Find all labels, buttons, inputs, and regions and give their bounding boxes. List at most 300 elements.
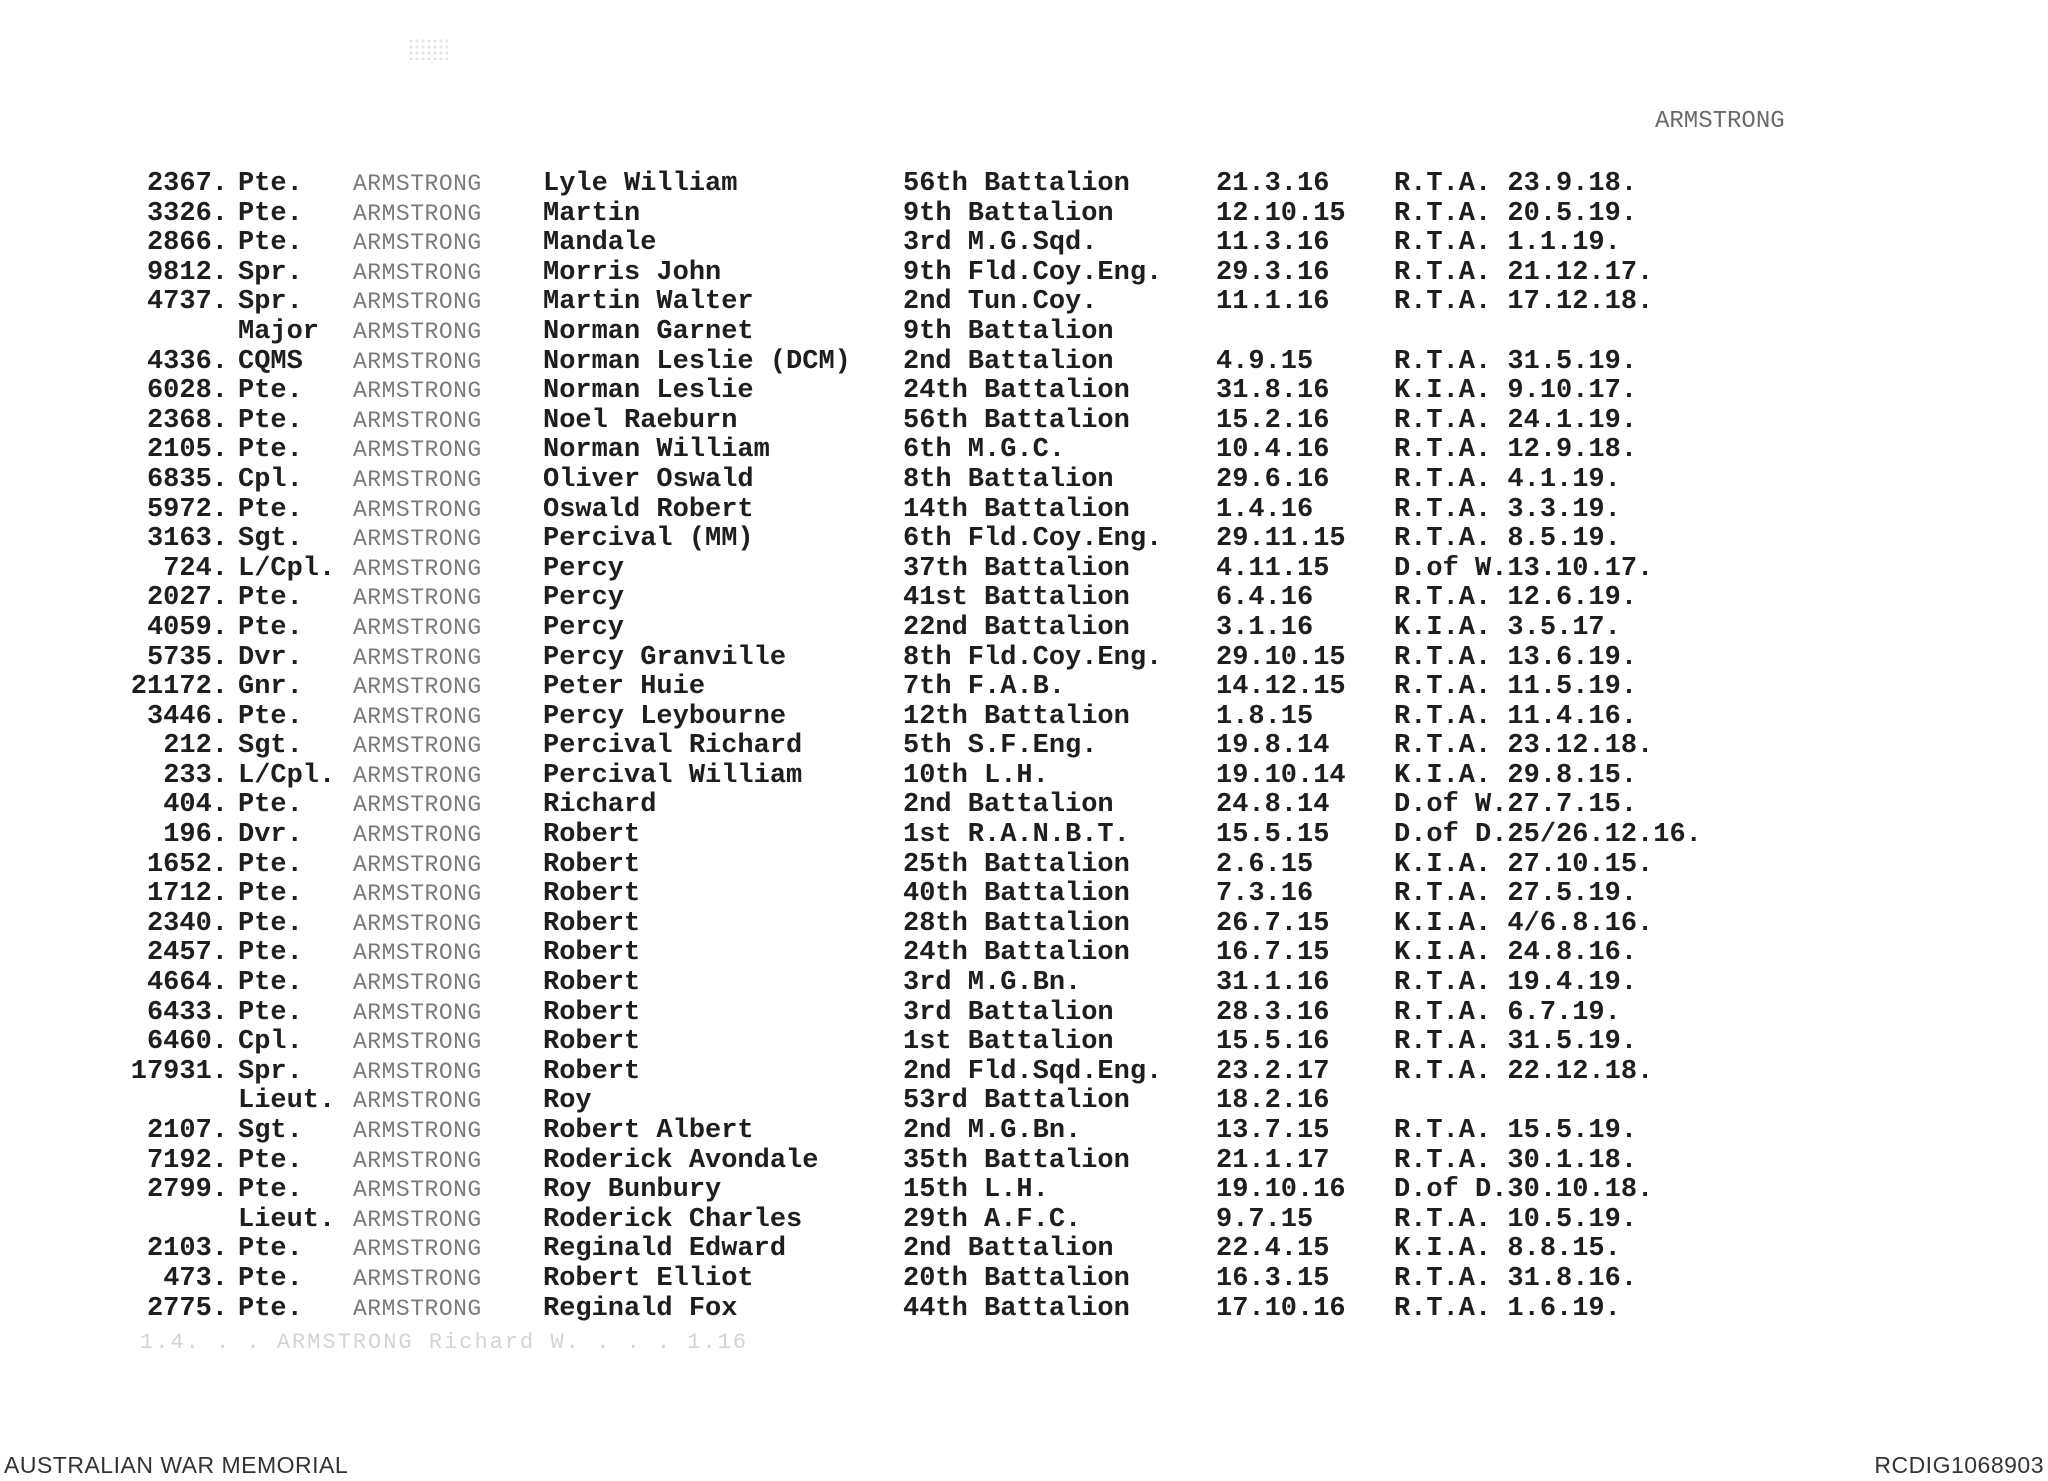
fate: R.T.A. 1.6.19. [1394,1293,1621,1324]
faded-entry: 1.4. . . ARMSTRONG Richard W. . . . 1.16 [140,1330,749,1355]
roll-entry [118,644,1758,674]
enlistment-date: 7.3.16 [1216,879,1314,910]
unit: 25th Battalion [903,849,1130,880]
surname: ARMSTRONG [353,526,482,553]
given-names: Roderick Avondale [543,1145,819,1176]
unit: 2nd Battalion [903,790,1114,821]
rank: Sgt. [238,731,303,762]
rank: L/Cpl. [238,760,336,791]
enlistment-date: 19.10.14 [1216,760,1346,791]
given-names: Percival William [543,760,803,791]
surname: ARMSTRONG [353,999,482,1026]
service-number: 17931. [130,1056,228,1087]
enlistment-date: 10.4.16 [1216,435,1330,466]
service-number: 2105. [146,435,228,466]
enlistment-date: 31.1.16 [1216,968,1330,999]
enlistment-date: 13.7.15 [1216,1116,1330,1146]
roll-entry [118,555,1758,585]
unit: 1st Battalion [903,1027,1114,1058]
service-number: 196. [163,820,228,851]
given-names: Norman Leslie [543,376,754,407]
rank: Lieut. [238,1204,336,1235]
service-number: 2457. [146,938,228,969]
surname: ARMSTRONG [353,1206,482,1233]
service-number: 5972. [146,494,228,525]
service-number: 2340. [146,908,228,939]
service-number: 2368. [146,405,228,436]
service-number: 2775. [146,1293,228,1324]
enlistment-date: 15.2.16 [1216,405,1330,436]
rank: Spr. [238,1056,303,1087]
given-names: Robert Albert [543,1116,754,1146]
roll-entry [118,999,1758,1029]
unit: 53rd Battalion [903,1086,1130,1117]
service-number: 7192. [146,1145,228,1176]
fate: R.T.A. 21.12.17. [1394,257,1654,288]
roll-entry [118,348,1758,378]
given-names: Noel Raeburn [543,405,738,436]
surname: ARMSTRONG [353,792,482,819]
given-names: Robert [543,1056,641,1087]
footer-institution: AUSTRALIAN WAR MEMORIAL [4,1452,349,1478]
rank: Cpl. [238,464,303,495]
rank: Pte. [238,1293,303,1324]
unit: 37th Battalion [903,553,1130,584]
surname: ARMSTRONG [353,822,482,849]
roll-entry [118,939,1758,969]
surname: ARMSTRONG [353,1177,482,1204]
service-number: 724. [163,553,228,584]
surname: ARMSTRONG [353,1295,482,1322]
rank: Pte. [238,169,303,199]
rank: CQMS [238,346,303,377]
rank: L/Cpl. [238,553,336,584]
rank: Pte. [238,790,303,821]
enlistment-date: 11.1.16 [1216,287,1330,318]
given-names: Norman William [543,435,770,466]
unit: 29th A.F.C. [903,1204,1082,1235]
fate: D.of D.30.10.18. [1394,1175,1654,1206]
service-number: 1652. [146,849,228,880]
surname: ARMSTRONG [353,703,482,730]
fate: R.T.A. 31.5.19. [1394,346,1638,377]
given-names: Martin [543,198,641,229]
rank: Pte. [238,908,303,939]
unit: 6th M.G.C. [903,435,1066,466]
rank: Pte. [238,198,303,229]
roll-entry [118,584,1758,614]
surname: ARMSTRONG [353,496,482,523]
unit: 40th Battalion [903,879,1130,910]
enlistment-date: 11.3.16 [1216,228,1330,259]
unit: 20th Battalion [903,1263,1130,1294]
fate: D.of W.13.10.17. [1394,553,1654,584]
roll-entry [118,1087,1758,1117]
roll-entry [118,259,1758,289]
surname: ARMSTRONG [353,289,482,316]
unit: 1st R.A.N.B.T. [903,820,1130,851]
fate: R.T.A. 22.12.18. [1394,1056,1654,1087]
fate: R.T.A. 23.12.18. [1394,731,1654,762]
nominal-roll-list [118,170,1758,1324]
roll-entry [118,614,1758,644]
given-names: Percy Granville [543,642,787,673]
enlistment-date: 12.10.15 [1216,198,1346,229]
service-number: 6460. [146,1027,228,1058]
enlistment-date: 1.8.15 [1216,701,1314,732]
service-number: 2866. [146,228,228,259]
unit: 56th Battalion [903,405,1130,436]
surname: ARMSTRONG [353,733,482,760]
fate: R.T.A. 11.4.16. [1394,701,1638,732]
roll-entry [118,1117,1758,1147]
fate: R.T.A. 24.1.19. [1394,405,1638,436]
rank: Pte. [238,228,303,259]
service-number: 3163. [146,524,228,555]
fate: R.T.A. 3.3.19. [1394,494,1621,525]
roll-entry [118,732,1758,762]
surname: ARMSTRONG [353,762,482,789]
surname: ARMSTRONG [353,970,482,997]
given-names: Morris John [543,257,722,288]
roll-entry [118,821,1758,851]
footer-record-id: RCDIG1068903 [1874,1452,2044,1478]
service-number: 6028. [146,376,228,407]
unit: 22nd Battalion [903,612,1130,643]
roll-entry [118,703,1758,733]
given-names: Oswald Robert [543,494,754,525]
rank: Major [238,316,320,347]
fate: R.T.A. 20.5.19. [1394,198,1638,229]
rank: Dvr. [238,642,303,673]
surname: ARMSTRONG [353,230,482,257]
given-names: Percival (MM) [543,524,754,555]
enlistment-date: 9.7.15 [1216,1204,1314,1235]
roll-entry [118,436,1758,466]
fate: R.T.A. 12.6.19. [1394,583,1638,614]
enlistment-date: 29.10.15 [1216,642,1346,673]
surname: ARMSTRONG [353,1265,482,1292]
roll-entry [118,1206,1758,1236]
enlistment-date: 23.2.17 [1216,1056,1330,1087]
surname: ARMSTRONG [353,378,482,405]
fate: D.of W.27.7.15. [1394,790,1638,821]
roll-entry [118,1147,1758,1177]
enlistment-date: 4.11.15 [1216,553,1330,584]
given-names: Robert [543,849,641,880]
service-number: 4664. [146,968,228,999]
rank: Pte. [238,1234,303,1265]
service-number: 404. [163,790,228,821]
roll-entry [118,910,1758,940]
surname: ARMSTRONG [353,407,482,434]
fate: K.I.A. 24.8.16. [1394,938,1638,969]
surname: ARMSTRONG [353,1088,482,1115]
enlistment-date: 16.3.15 [1216,1263,1330,1294]
unit: 56th Battalion [903,169,1130,199]
unit: 3rd Battalion [903,997,1114,1028]
service-number: 3446. [146,701,228,732]
rank: Pte. [238,849,303,880]
fate: R.T.A. 8.5.19. [1394,524,1621,555]
unit: 12th Battalion [903,701,1130,732]
roll-entry [118,1028,1758,1058]
given-names: Norman Garnet [543,316,754,347]
enlistment-date: 6.4.16 [1216,583,1314,614]
unit: 14th Battalion [903,494,1130,525]
service-number: 2027. [146,583,228,614]
unit: 41st Battalion [903,583,1130,614]
unit: 8th Fld.Coy.Eng. [903,642,1163,673]
surname: ARMSTRONG [353,466,482,493]
roll-entry [118,229,1758,259]
roll-entry [118,1295,1758,1325]
roll-entry [118,1265,1758,1295]
enlistment-date: 16.7.15 [1216,938,1330,969]
roll-entry [118,170,1758,200]
enlistment-date: 29.11.15 [1216,524,1346,555]
service-number: 3326. [146,198,228,229]
fate: R.T.A. 17.12.18. [1394,287,1654,318]
rank: Sgt. [238,1116,303,1146]
surname: ARMSTRONG [353,171,482,197]
surname: ARMSTRONG [353,674,482,701]
rank: Pte. [238,1175,303,1206]
rank: Pte. [238,701,303,732]
surname: ARMSTRONG [353,437,482,464]
given-names: Robert [543,820,641,851]
fate: R.T.A. 19.4.19. [1394,968,1638,999]
roll-entry [118,407,1758,437]
unit: 44th Battalion [903,1293,1130,1324]
given-names: Lyle William [543,169,738,199]
given-names: Roderick Charles [543,1204,803,1235]
fate: R.T.A. 6.7.19. [1394,997,1621,1028]
service-number: 212. [163,731,228,762]
fate: R.T.A. 4.1.19. [1394,464,1621,495]
unit: 2nd Battalion [903,346,1114,377]
roll-entry [118,318,1758,348]
roll-entry [118,1235,1758,1265]
unit: 24th Battalion [903,376,1130,407]
roll-entry [118,880,1758,910]
roll-entry [118,851,1758,881]
fate: R.T.A. 27.5.19. [1394,879,1638,910]
given-names: Robert [543,968,641,999]
enlistment-date: 2.6.15 [1216,849,1314,880]
unit: 2nd Tun.Coy. [903,287,1098,318]
surname-heading: ARMSTRONG [1655,108,1785,135]
unit: 28th Battalion [903,908,1130,939]
given-names: Percy [543,553,625,584]
unit: 9th Fld.Coy.Eng. [903,257,1163,288]
surname: ARMSTRONG [353,318,482,345]
unit: 5th S.F.Eng. [903,731,1098,762]
rank: Pte. [238,938,303,969]
given-names: Roy [543,1086,592,1117]
roll-entry [118,762,1758,792]
rank: Pte. [238,405,303,436]
roll-entry [118,496,1758,526]
enlistment-date: 21.1.17 [1216,1145,1330,1176]
roll-entry [118,1176,1758,1206]
surname: ARMSTRONG [353,644,482,671]
enlistment-date: 4.9.15 [1216,346,1314,377]
service-number: 473. [163,1263,228,1294]
surname: ARMSTRONG [353,555,482,582]
given-names: Mandale [543,228,657,259]
given-names: Norman Leslie (DCM) [543,346,851,377]
given-names: Richard [543,790,657,821]
given-names: Percy Leybourne [543,701,787,732]
given-names: Reginald Edward [543,1234,787,1265]
rank: Pte. [238,583,303,614]
fate: R.T.A. 30.1.18. [1394,1145,1638,1176]
service-number: 2799. [146,1175,228,1206]
enlistment-date: 1.4.16 [1216,494,1314,525]
enlistment-date: 17.10.16 [1216,1293,1346,1324]
surname: ARMSTRONG [353,348,482,375]
given-names: Robert [543,1027,641,1058]
fate: K.I.A. 4/6.8.16. [1394,908,1654,939]
surname: ARMSTRONG [353,259,482,286]
ink-speck [408,38,448,60]
roll-entry [118,969,1758,999]
fate: K.I.A. 9.10.17. [1394,376,1638,407]
enlistment-date: 26.7.15 [1216,908,1330,939]
surname: ARMSTRONG [353,585,482,612]
surname: ARMSTRONG [353,910,482,937]
rank: Pte. [238,494,303,525]
fate: K.I.A. 8.8.15. [1394,1234,1621,1265]
given-names: Reginald Fox [543,1293,738,1324]
roll-entry [118,673,1758,703]
fate: R.T.A. 23.9.18. [1394,169,1638,199]
service-number: 1712. [146,879,228,910]
service-number: 2107. [146,1116,228,1146]
unit: 15th L.H. [903,1175,1049,1206]
surname: ARMSTRONG [353,940,482,967]
enlistment-date: 15.5.16 [1216,1027,1330,1058]
rank: Spr. [238,257,303,288]
service-number: 5735. [146,642,228,673]
surname: ARMSTRONG [353,851,482,878]
rank: Cpl. [238,1027,303,1058]
fate: R.T.A. 31.8.16. [1394,1263,1638,1294]
given-names: Roy Bunbury [543,1175,722,1206]
service-number: 6433. [146,997,228,1028]
given-names: Robert [543,908,641,939]
unit: 3rd M.G.Bn. [903,968,1082,999]
surname: ARMSTRONG [353,200,482,227]
fate: K.I.A. 27.10.15. [1394,849,1654,880]
rank: Pte. [238,968,303,999]
roll-entry [118,466,1758,496]
fate: R.T.A. 31.5.19. [1394,1027,1638,1058]
unit: 10th L.H. [903,760,1049,791]
given-names: Peter Huie [543,672,706,703]
rank: Pte. [238,376,303,407]
enlistment-date: 24.8.14 [1216,790,1330,821]
unit: 24th Battalion [903,938,1130,969]
rank: Spr. [238,287,303,318]
enlistment-date: 31.8.16 [1216,376,1330,407]
unit: 2nd M.G.Bn. [903,1116,1082,1146]
unit: 3rd M.G.Sqd. [903,228,1098,259]
rank: Pte. [238,612,303,643]
unit: 6th Fld.Coy.Eng. [903,524,1163,555]
fate: K.I.A. 3.5.17. [1394,612,1621,643]
enlistment-date: 22.4.15 [1216,1234,1330,1265]
service-number: 2103. [146,1234,228,1265]
surname: ARMSTRONG [353,614,482,641]
surname: ARMSTRONG [353,1118,482,1144]
enlistment-date: 21.3.16 [1216,169,1330,199]
rank: Pte. [238,435,303,466]
fate: R.T.A. 11.5.19. [1394,672,1638,703]
service-number: 2367. [146,169,228,199]
rank: Pte. [238,879,303,910]
surname: ARMSTRONG [353,1147,482,1174]
roll-entry [118,200,1758,230]
fate: R.T.A. 12.9.18. [1394,435,1638,466]
given-names: Percival Richard [543,731,803,762]
service-number: 21172. [130,672,228,703]
roll-entry [118,791,1758,821]
surname: ARMSTRONG [353,1029,482,1056]
enlistment-date: 19.8.14 [1216,731,1330,762]
enlistment-date: 28.3.16 [1216,997,1330,1028]
rank: Pte. [238,1145,303,1176]
unit: 9th Battalion [903,198,1114,229]
service-number: 4737. [146,287,228,318]
given-names: Robert [543,938,641,969]
unit: 35th Battalion [903,1145,1130,1176]
roll-entry [118,525,1758,555]
given-names: Percy [543,612,625,643]
enlistment-date: 19.10.16 [1216,1175,1346,1206]
unit: 8th Battalion [903,464,1114,495]
given-names: Percy [543,583,625,614]
surname: ARMSTRONG [353,1058,482,1085]
rank: Pte. [238,1263,303,1294]
service-number: 233. [163,760,228,791]
unit: 2nd Fld.Sqd.Eng. [903,1056,1163,1087]
rank: Lieut. [238,1086,336,1117]
given-names: Robert [543,997,641,1028]
service-number: 4059. [146,612,228,643]
enlistment-date: 15.5.15 [1216,820,1330,851]
enlistment-date: 29.3.16 [1216,257,1330,288]
fate: R.T.A. 15.5.19. [1394,1116,1638,1146]
rank: Gnr. [238,672,303,703]
given-names: Martin Walter [543,287,754,318]
surname: ARMSTRONG [353,1236,482,1263]
roll-entry [118,377,1758,407]
fate: R.T.A. 1.1.19. [1394,228,1621,259]
roll-entry [118,1058,1758,1088]
unit: 9th Battalion [903,316,1114,347]
roll-entry [118,288,1758,318]
fate: R.T.A. 13.6.19. [1394,642,1638,673]
enlistment-date: 14.12.15 [1216,672,1346,703]
fate: R.T.A. 10.5.19. [1394,1204,1638,1235]
service-number: 9812. [146,257,228,288]
service-number: 4336. [146,346,228,377]
enlistment-date: 29.6.16 [1216,464,1330,495]
given-names: Robert Elliot [543,1263,754,1294]
surname: ARMSTRONG [353,881,482,908]
